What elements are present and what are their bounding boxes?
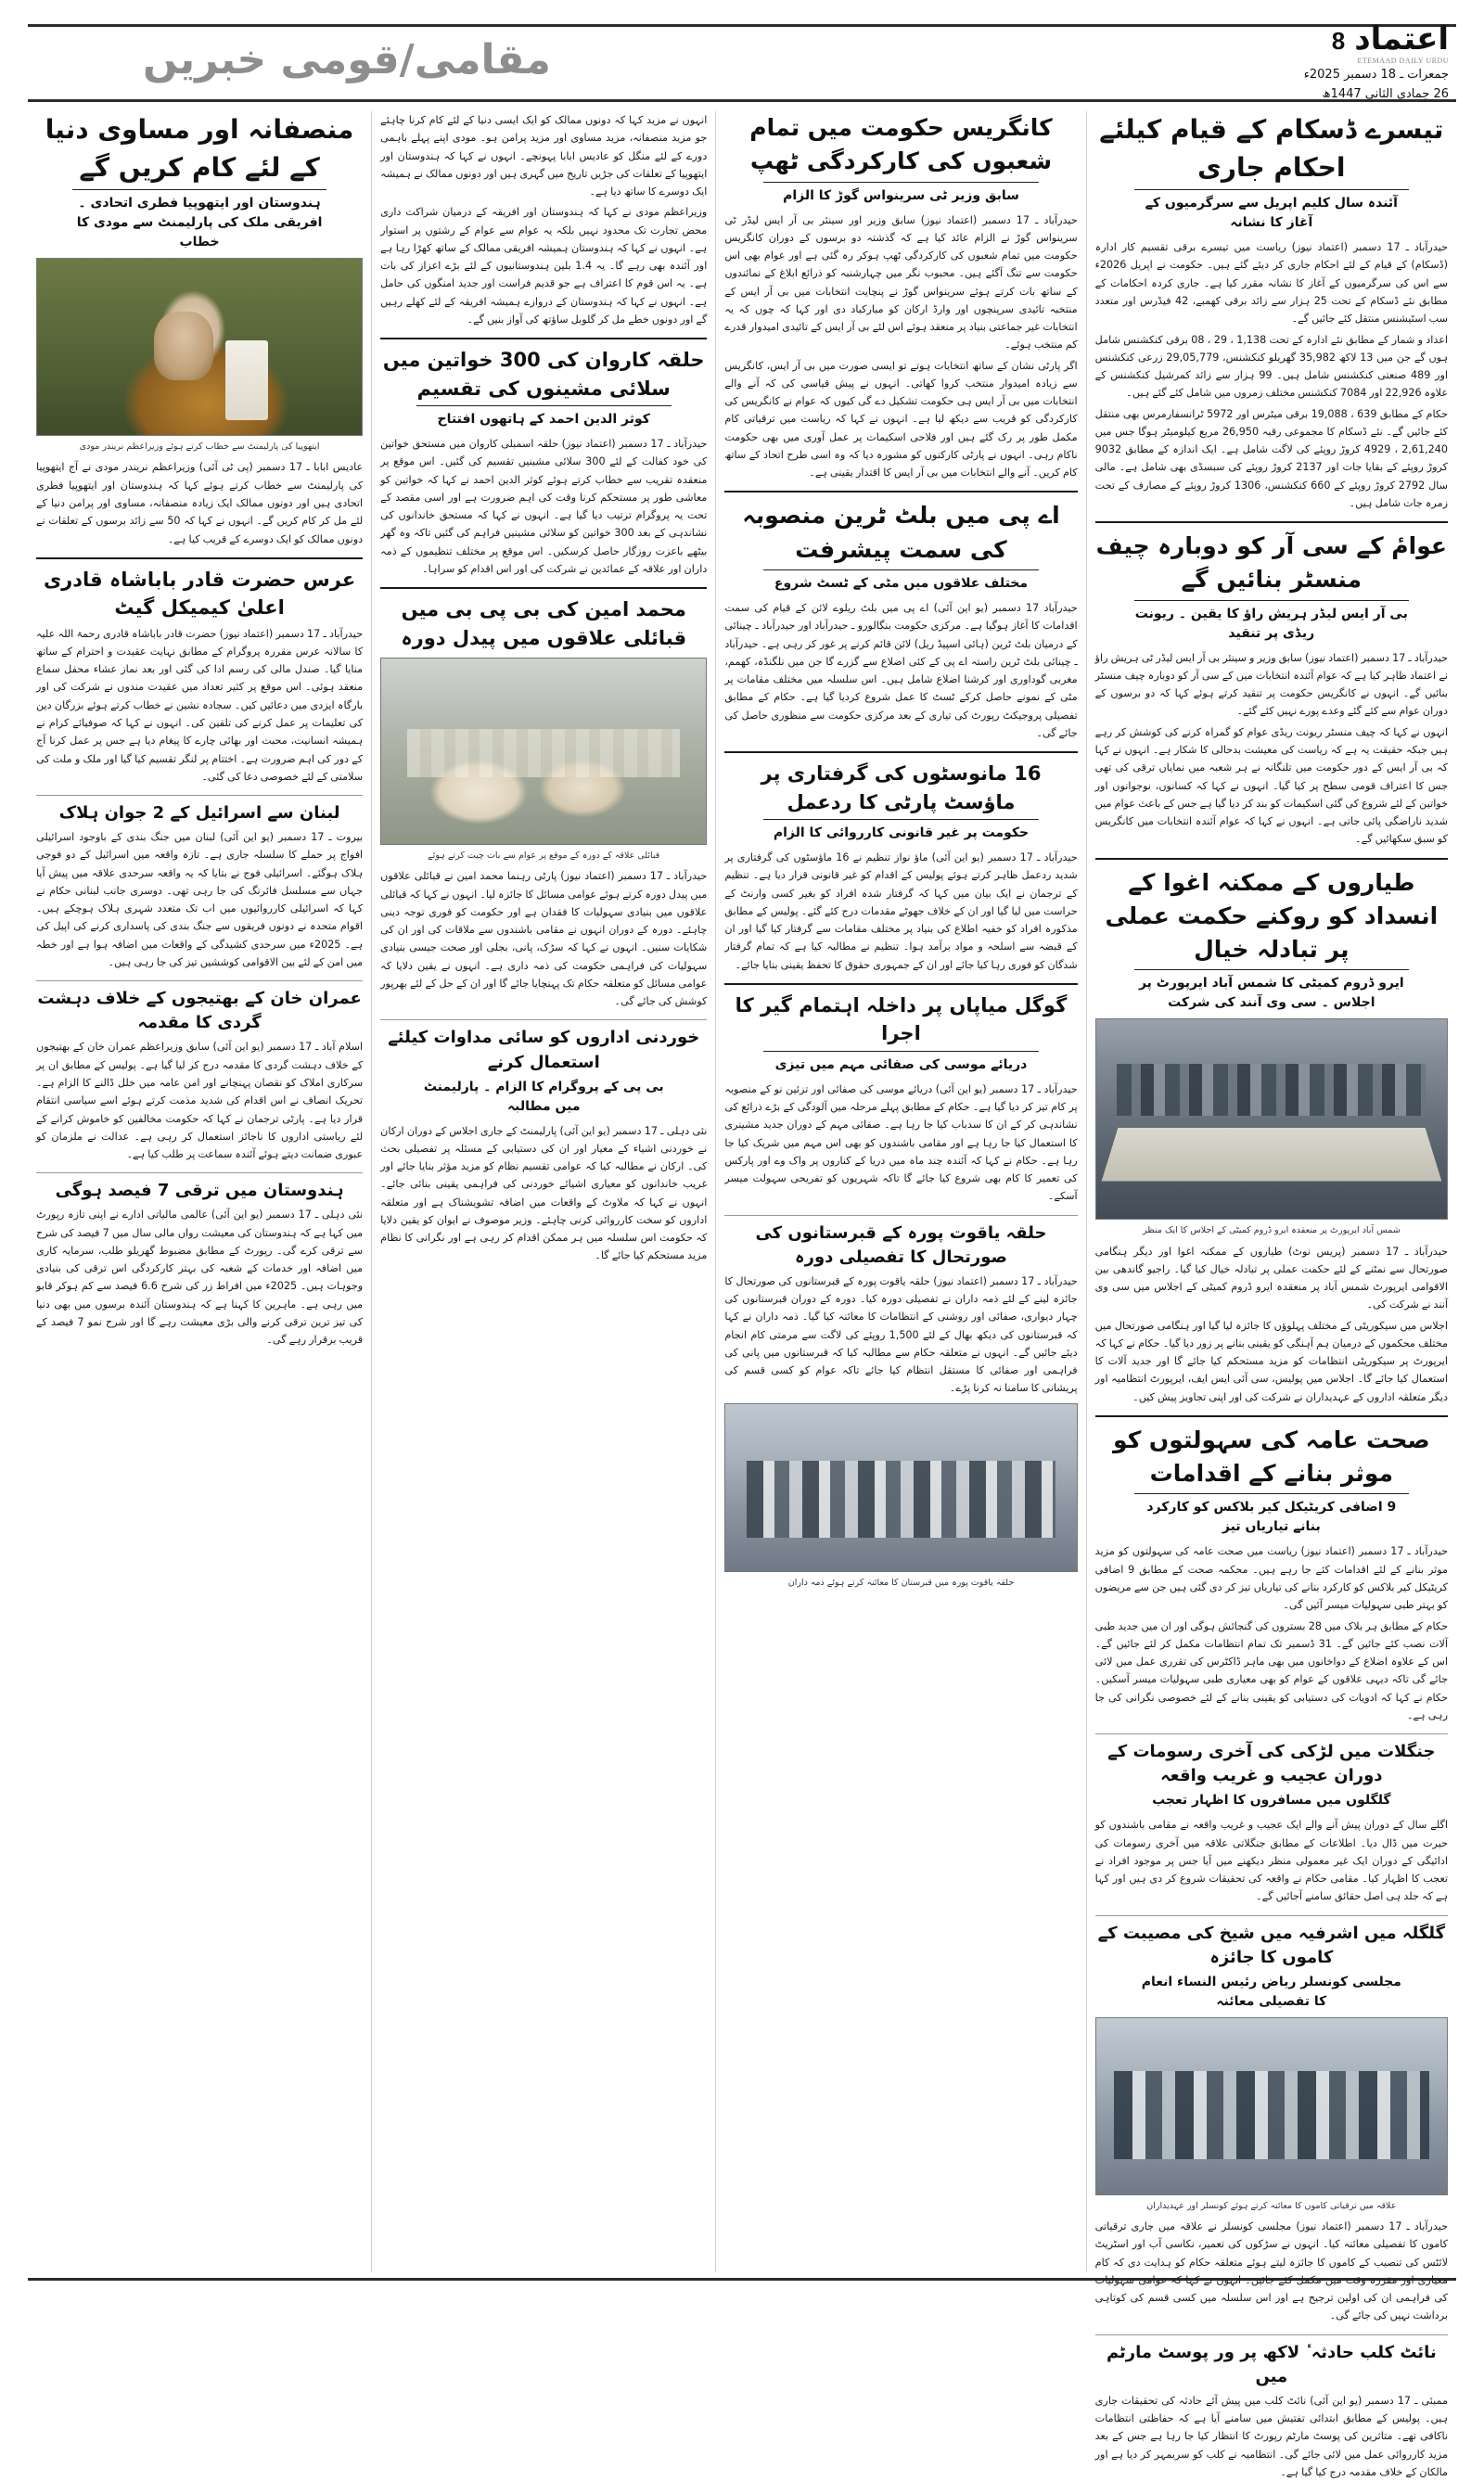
article-bullet-train xyxy=(724,499,1077,742)
section-divider xyxy=(380,338,707,339)
masthead xyxy=(28,19,1456,102)
section-divider xyxy=(1095,1915,1448,1916)
paragraph: حیدرآباد ـ 17 دسمبر (اعتماد نیوز) سابق وزیر و سینئر بی آر ایس لیڈر ٹی ہریش راؤ نے اعتماد ظاہر کیا ہے کہ عوام آئندہ انتخابات میں کے سی آر کو دوبارہ چیف منسٹر بنائیں گے۔ انہوں نے کانگریس حکومت پر تنقید کرتے ہوئے کہا کہ دو برسوں کے دوران عوام سے کئے گئے وعدے پورے نہیں کئے گئے۔ xyxy=(1094,651,1448,718)
section-divider xyxy=(724,491,1077,492)
article-body xyxy=(1095,1243,1448,1406)
paragraph: حیدرآباد ـ 17 دسمبر (اعتماد نیوز) مجلسی کونسلر نے علاقہ میں جاری ترقیاتی کاموں کا تفصیلی معائنہ کیا۔ انہوں نے سڑکوں کی تعمیر، نکاسی آب اور اسٹریٹ لائٹس کی تنصیب کے کاموں کا جائزہ لیتے ہوئے متعلقہ حکام کو ہدایت دی کہ کام معیاری اور مقررہ وقت میں مکمل کئے جائیں۔ انہوں نے کہا کہ عوامی سہولیات کی فراہمی ان کی اولین ترجیح ہے اور اس سلسلہ میں کسی قسم کی کوتاہی برداشت نہیں کی جائے گی۔ xyxy=(1094,2220,1448,2322)
article-body xyxy=(36,828,363,971)
paragraph: انہوں نے کہا کہ چیف منسٹر ریونت ریڈی عوام کو گمراہ کرنے کی کوشش کر رہے ہیں جبکہ حقیقت یہ ہے کہ ریاست کی معیشت بدحالی کا شکار ہے۔ انہوں نے کہا کہ بی آر ایس کے دور حکومت میں تلنگانہ نے ہر شعبہ میں نمایاں ترقی کی تھی جس کا اعتراف قومی سطح پر کیا گیا۔ انہوں نے کہا کہ کسانوں، نوجوانوں اور خواتین کے لئے شروع کی گئی اسکیمات کو بند کر دیا گیا ہے جس کے باعث عوام میں شدید ناراضگی پائی جاتی ہے۔ انہوں نے کہا کہ عوام آئندہ انتخابات میں کانگریس کو سبق سکھائیں گے۔ xyxy=(1094,725,1448,846)
subheadline: حکومت پر غیر قانونی کارروائی کا الزام xyxy=(763,819,1039,843)
section-divider xyxy=(1095,2334,1448,2335)
paragraph: حیدرآباد ـ 17 دسمبر (اعتماد نیوز) ریاست میں تیسرے برقی تقسیم کار ادارہ (ڈسکام) کے قیام کے لئے احکام جاری کر دیئے گئے ہیں۔ حکومت نے اپریل 2026ء سے اس کی سرگرمیوں کے آغاز کا نشانہ مقرر کیا ہے۔ جاری کردہ احکامات کے مطابق نئے ڈسکام کے تحت 25 ہزار سے زائد برقی کھمبے، 42 فیڈرس اور متعدد سب اسٹیشنس منتقل کئے جائیں گے۔ xyxy=(1094,241,1448,326)
article-body xyxy=(724,1081,1077,1206)
article-maoist xyxy=(724,760,1077,974)
paragraph: حیدرآباد ـ 17 دسمبر (اعتماد نیوز) حلقہ اسمبلی کاروان میں مستحق خواتین کی خود کفالت کے لئے 300 سلائی مشینیں تقسیم کی گئیں۔ اس موقع پر منعقدہ تقریب سے خطاب کرتے ہوئے کوثر الدین احمد نے کہا کہ خواتین کو معاشی طور پر مستحکم کرنا وقت کی اہم ضرورت ہے اور اسی مقصد کے تحت یہ پروگرام ترتیب دیا گیا ہے۔ انہوں نے کہا کہ مستحق خاندانوں کی نشاندہی کے بعد 300 خواتین کو سلائی مشینیں فراہم کی گئیں تاکہ وہ گھر بیٹھے باعزت روزگار حاصل کرسکیں۔ اس موقع پر مختلف تنظیموں کے ذمہ داران اور علاقہ کے عمائدین نے شرکت کی اور اس اقدام کو سراہا۔ xyxy=(380,438,708,575)
article-body xyxy=(36,458,363,547)
article-body xyxy=(724,211,1077,482)
paragraph: اعداد و شمار کے مطابق نئے ادارہ کے تحت 1,138 ، 29 ، 08 برقی کنکشنس شامل ہوں گے جن میں 13 لاکھ 35,982 گھریلو کنکشنس، 29,05,779 زرعی کنکشنس اور 489 صنعتی کنکشنس شامل ہیں۔ 99 ہزار سے زائد کمرشیل کنکشنس کے علاوہ 22,926 اور 7084 کنکشنس مختلف زمروں میں شامل کئے گئے ہیں۔ xyxy=(1094,333,1449,400)
photo-image xyxy=(725,1404,1076,1571)
article-qutbshahi xyxy=(724,1221,1077,1590)
article-google xyxy=(724,991,1077,1206)
subheadline: بی پی کے پروگرام کا الزام ۔ پارلیمنٹ میں مطالبہ xyxy=(423,1079,664,1114)
article-body xyxy=(36,1038,363,1163)
subheadline: 9 اضافی کریٹیکل کیر بلاکس کو کارکرد بنانے تیاریاں تیز xyxy=(1134,1493,1410,1537)
paragraph: حیدرآباد ـ 17 دسمبر (اعتماد نیوز) سابق وزیر اور سینئر بی آر ایس لیڈر ٹی سرینواس گوڑ نے الزام عائد کیا ہے کہ گذشتہ دو برسوں کے دوران کانگریس حکومت میں تمام شعبوں کی کارکردگی ٹھپ ہوکر رہ گئی ہے اور عوام بھی اس حکومت سے تنگ آگئے ہیں۔ محبوب نگر میں چہارشنبہ کو ذرائع ابلاغ کے نمائندوں کے ساتھ بات کرتے ہوئے سرینواس گوڑ نے پنچایت انتخابات میں بی آر ایس کے منتخبہ تائیدی سرپنچوں اور وارڈ ارکان کو مبارکباد دی اور کہا کہ چوں کہ یہ انتخابات غیر جماعتی بنیاد پر منعقد ہوئے اس لئے بی آر ایس کے تائیدی امیدوار قدرے کم منتخب ہوئے۔ xyxy=(724,213,1078,352)
section-divider xyxy=(1095,521,1448,523)
article-body xyxy=(36,625,363,786)
photo-caption: ایتھوپیا کی پارلیمنٹ سے خطاب کرتے ہوئے وزیراعظم نریندر مودی xyxy=(79,441,320,453)
headline: عرس حضرت قادر باباشاہ قادری اعلیٰ کیمیکل گیٹ xyxy=(43,568,356,620)
column-3 xyxy=(371,111,715,2272)
headline: ہندوستان میں ترقی 7 فیصد ہوگی xyxy=(55,1181,344,1201)
article-food xyxy=(380,1026,707,1264)
headline: لبنان سے اسرائیل کے 2 جوان ہلاک xyxy=(58,803,340,824)
photo-image xyxy=(381,659,706,844)
article-body xyxy=(380,867,707,1010)
headline: منصفانہ اور مساوی دنیا کے لئے کام کریں گے xyxy=(45,114,354,183)
headline: جنگلات میں لڑکی کی آخری رسومات کے دوران عجیب و غریب واقعہ xyxy=(1107,1742,1436,1786)
subheadline: گلگلوں میں مسافروں کا اظہار تعجب xyxy=(1152,1793,1391,1809)
article-body xyxy=(36,1206,363,1349)
article-growth xyxy=(36,1179,363,1349)
article-body xyxy=(724,849,1077,974)
paragraph: حیدرآباد ـ 17 دسمبر (پریس نوٹ) طیاروں کے ممکنہ اغوا اور دیگر ہنگامی صورتحال سے نمٹنے کے لئے حکمت عملی پر تبادلہ خیال کیا گیا۔ راجیو گاندھی بین الاقوامی ایرپورٹ شمس آباد پر منعقدہ ایرو ڈروم کمیٹی کے اجلاس میں سی وی آنند نے شرکت کی۔ xyxy=(1094,1245,1448,1311)
paragraph: حیدرآباد ـ 17 دسمبر (اعتماد نیوز) حلقہ یاقوت پورہ کے قبرستانوں کی صورتحال کا جائزہ لینے کے لئے ذمہ داران نے تفصیلی دورہ کیا۔ دورہ کے دوران قبرستانوں کی چہار دیواری، صفائی اور روشنی کے انتظامات کا معائنہ کیا گیا۔ ذمہ داران نے کہا کہ قبرستانوں کی دیکھ بھال کے لئے 1,500 روپئے کی لاگت سے مرمتی کام انجام دیئے جائیں گے۔ انہوں نے متعلقہ حکام سے مطالبہ کیا کہ قبرستانوں میں پانی کی فراہمی اور صفائی کا مستقل انتظام کیا جائے تاکہ عوام کو کسی قسم کی پریشانی کا سامنا نہ کرنا پڑے۔ xyxy=(724,1274,1078,1395)
qutbshahi-street-photo xyxy=(724,1403,1077,1572)
article-padyatra xyxy=(380,595,707,1010)
headline: محمد امین کی بی پی بی میں قبائلی علاقوں میں پیدل دورہ xyxy=(401,598,687,649)
paragraph: بیروت ـ 17 دسمبر (یو این آئی) لبنان میں جنگ بندی کے باوجود اسرائیلی افواج پر حملے کا سلسلہ جاری ہے۔ تازہ واقعہ میں اسرائیل کے دو فوجی ہلاک ہوگئے۔ اسرائیلی فوج نے بتایا کہ یہ واقعہ سرحدی علاقہ میں پیش آیا جہاں سے مسلسل فائرنگ کی جا رہی تھی۔ دوسری جانب لبنانی حکام نے کہا کہ اسرائیلی کارروائیوں میں اب تک متعدد شہری ہلاک ہوچکے ہیں۔ اقوام متحدہ نے دونوں فریقوں سے جنگ بندی کی پاسداری کرنے کی اپیل کی ہے۔ 2025ء میں سرحدی کشیدگی کے واقعات میں اضافہ ہوا ہے اور خطہ میں امن کے لئے بین الاقوامی کوششیں تیز کی جا رہی ہیں۔ xyxy=(36,831,364,968)
paragraph: وزیراعظم مودی نے کہا کہ ہندوستان اور افریقہ کے درمیان شراکت داری محض تجارت تک محدود نہیں بلکہ یہ عوام سے عوام کے رشتوں پر استوار ہے۔ انہوں نے کہا کہ ہندوستان ہمیشہ افریقی ممالک کے ساتھ کھڑا رہا ہے اور آئندہ بھی رہے گا۔ یہ 1.4 بلین ہندوستانیوں کے لئے بڑے اعزاز کی بات ہے۔ یہ اس قوم کا اعتراف ہے جو قدیم فراست اور جدید امنگوں کی حامل ہے۔ انہوں نے کہا کہ ہندوستان کے دروازے ہمیشہ افریقہ کے لئے کھلے رہیں گے اور دونوں خطے مل کر گلوبل ساؤتھ کی آواز بنیں گے۔ xyxy=(380,206,708,326)
section-divider xyxy=(724,751,1077,753)
headline: طیاروں کے ممکنہ اغوا کے انسداد کو روکنے حکمت عملی پر تبادلہ خیال xyxy=(1105,868,1439,964)
article-lebanon xyxy=(36,801,363,971)
paragraph: حکام کے مطابق ہر بلاک میں 28 بستروں کی گنجائش ہوگی اور ان میں جدید طبی آلات نصب کئے جائیں گے۔ 31 ڈسمبر تک تمام انتظامات مکمل کر لئے جائیں گے۔ اس کے علاوہ اضلاع کے دواخانوں میں بھی ماہر ڈاکٹرس کی تقرری عمل میں لائی جائے گی تاکہ دیہی علاقوں کے عوام کو بھی معیاری طبی سہولیات میسر آسکیں۔ حکام نے کہا کہ ادویات کی دستیابی کو یقینی بنانے کے لئے خصوصی نگرانی کی جا رہی ہے۔ xyxy=(1094,1619,1448,1721)
article-body xyxy=(1095,1816,1448,1905)
section-divider xyxy=(36,557,363,559)
subheadline: ایرو ڈروم کمیٹی کا شمس آباد ایرپورٹ پر اجلاس ۔ سی وی آنند کی شرکت xyxy=(1134,969,1410,1013)
section-title: مقامی/قومی خبریں xyxy=(143,35,551,83)
article-body xyxy=(1095,2218,1448,2325)
column-2 xyxy=(715,111,1085,2272)
subheadline: ہندوستان اور ایتھوپیا فطری اتحادی ۔ افریقی ملک کی پارلیمنٹ سے مودی کا خطاب xyxy=(72,189,327,252)
headline: اے پی میں بلٹ ٹرین منصوبہ کی سمت پیشرفت xyxy=(742,502,1060,563)
paragraph: حیدرآباد ـ 17 دسمبر (اعتماد نیوز) پارٹی رہنما محمد امین نے قبائلی علاقوں میں پیدل دورہ کرتے ہوئے عوامی مسائل کا جائزہ لیا۔ انہوں نے کہا کہ قبائلی علاقوں میں بنیادی سہولیات کا فقدان ہے اور حکومت کو فوری توجہ دینی چاہئے۔ دورہ کے دوران انہوں نے مقامی باشندوں سے ملاقات کی اور ان کی شکایات سنیں۔ انہوں نے کہا کہ سڑک، پانی، بجلی اور صحت جیسی بنیادی سہولیات کی فراہمی حکومت کی ذمہ داری ہے۔ انہوں نے یقین دلایا کہ عوامی مسائل کو متعلقہ حکام تک پہنچایا جائے گا اور ان کے حل کے لئے بھرپور کوشش کی جائے گی۔ xyxy=(380,870,708,1008)
headline: گلگلہ میں اشرفیہ میں شیخ کی مصیبت کے کاموں کا جائزہ xyxy=(1097,1923,1446,1967)
paragraph: انہوں نے مزید کہا کہ دونوں ممالک کو ایک ایسی دنیا کے لئے کام کرنا چاہئے جو مزید منصفانہ، مزید مساوی اور مزید پرامن ہو۔ مودی اپنے پہلے باہمی دورے کے لئے منگل کو عادیس ابابا پہونچے۔ انہوں نے کہا کہ ہندوستان اور ایتھوپیا کے تعلقات کی جڑیں تاریخ میں گہری ہیں اور دونوں ممالک نے ہمیشہ ایک دوسرے کا ساتھ دیا ہے۔ xyxy=(380,114,708,198)
date-gregorian: جمعرات ـ 18 دسمبر 2025ء xyxy=(1303,67,1449,82)
article-karwan xyxy=(380,346,707,578)
brand-name: اعتماد xyxy=(1354,19,1449,58)
headline: صحت عامہ کی سہولتوں کو موثر بنانے کے اقدامات xyxy=(1113,1426,1430,1488)
article-body xyxy=(1095,649,1448,849)
paragraph: حیدرآباد 17 دسمبر (یو این آئی) اے پی میں بلٹ ریلوے لائن کے قیام کی سمت اقدامات کا آغاز ہوگیا ہے۔ مرکزی حکومت بنگالورو ـ حیدرآباد اور حیدرآباد ـ چینائی کے درمیان بلٹ ٹرین (ہائی اسپیڈ ریل) لائن قائم کرنے پر غور کر رہی ہے۔ حیدرآباد ـ چینائی بلٹ ٹرین راستہ اے پی کے کئی اضلاع سے گزرے گا جن میں نلگنڈہ، کھمم، مغربی گوداوری اور کرشنا اضلاع شامل ہیں۔ اس سلسلہ میں مختلف مقامات پر مٹی کے نمونے حاصل کرکے ٹسٹ کا عمل شروع کردیا گیا ہے۔ حکام کے مطابق تفصیلی پروجیکٹ رپورٹ کی تیاری کے بعد مرکزی حکومت سے منظوری حاصل کی جائے گی۔ xyxy=(724,601,1078,739)
headline: عوامٔ کے سی آر کو دوبارہ چیف منسٹر بنائیں گے xyxy=(1095,532,1447,594)
headline: عمران خان کے بھتیجوں کے خلاف دہشت گردی کا مقدمہ xyxy=(37,989,362,1033)
subheadline: آئندہ سال کلیم اپریل سے سرگرمیوں کے آغاز کا نشانہ xyxy=(1134,189,1410,233)
paragraph: نئی دہلی ـ 17 دسمبر (یو این آئی) پارلیمنٹ کے جاری اجلاس کے دوران ارکان نے خوردنی اشیاء کے معیار اور ان کی دستیابی کے مسئلہ پر تفصیلی بحث کی۔ ارکان نے مطالبہ کیا کہ عوامی تقسیم نظام کو مزید مؤثر بنایا جائے اور غریب خاندانوں کو معیاری اشیائے خوردنی کی فراہمی یقینی بنائی جائے۔ انہوں نے کہا کہ ملاوٹ کے واقعات میں اضافہ تشویشناک ہے اور متعلقہ اداروں کو سخت کارروائی کرنی چاہئے۔ وزیر موصوف نے ایوان کو یقین دلایا کہ حکومت اس سلسلہ میں ہر ممکن اقدام کر رہی ہے اور نگرانی کا نظام مزید مستحکم کیا جائے گا۔ xyxy=(380,1124,708,1262)
paragraph: حیدرآباد ـ 17 دسمبر (یو این آئی) دریائے موسی کی صفائی اور تزئین نو کے منصوبہ پر کام تیز کر دیا گیا ہے۔ حکام کے مطابق پہلے مرحلہ میں آلودگی کے بڑے ذرائع کی نشاندہی کر کے ان کا سدباب کیا جا رہا ہے۔ صفائی مہم کے دوران جدید مشینری کا استعمال کیا جا رہا ہے اور مقامی باشندوں کو بھی اس مہم میں شریک کیا جا رہا ہے۔ حکام نے کہا کہ آئندہ چند ماہ میں دریا کے کناروں پر واک وے اور پارکس کی تعمیر کا کام بھی شروع کیا جائے گا تاکہ شہریوں کو تفریحی سہولت میسر آسکے۔ xyxy=(724,1082,1078,1203)
headline: گوگل میاپاں پر داخلہ اہتمام گیر کا اجرا xyxy=(735,993,1068,1045)
section-divider xyxy=(1095,1415,1448,1417)
photo-image xyxy=(1096,2018,1447,2194)
paragraph: حکام کے مطابق 639 ، 19,088 برقی میٹرس اور 5972 ٹرانسفارمرس بھی منتقل کئے جائیں گے۔ نئے ڈسکام کا مجموعی رقبہ 26,950 مربع کیلومیٹر ہوگا جس میں 2,61,240 ، 4929 کروڑ روپئے کی لاگت شامل ہے۔ ایک اندازہ کے مطابق 9032 کروڑ روپئے کے بقایا جات اور 2137 کروڑ روپئے کی سبسڈی بھی شامل ہے۔ مالی سال 2792 کروڑ روپئے کے 660 کنکشنس، 1306 کروڑ روپئے کے مصارف کے تحت زمرہ جات شامل ہیں۔ xyxy=(1094,407,1449,509)
article-discom xyxy=(1095,111,1448,512)
subheadline: مختلف علاقوں میں مٹی کے ٹسٹ شروع xyxy=(763,569,1039,594)
subheadline: کوثر الدین احمد کے ہاتھوں افتتاح xyxy=(416,405,672,429)
article-body xyxy=(1095,238,1448,512)
article-imran xyxy=(36,987,363,1163)
section-divider xyxy=(380,1019,707,1020)
brand-block xyxy=(1303,19,1452,104)
article-jungle xyxy=(1095,1740,1448,1906)
date-hijri: 26 جمادی الثانی 1447ھ xyxy=(1322,86,1449,101)
paragraph: اسلام آباد ـ 17 دسمبر (یو این آئی) سابق وزیراعظم عمران خان کے بھتیجوں کے خلاف دہشت گردی کا مقدمہ درج کر لیا گیا ہے۔ پولیس کے مطابق ان پر سرکاری املاک کو نقصان پہنچانے اور امن عامہ میں خلل ڈالنے کا الزام ہے۔ تحریک انصاف نے اس اقدام کی شدید مذمت کرتے ہوئے اسے سیاسی انتقام قرار دیا ہے۔ پارٹی ترجمان نے کہا کہ حکومت مخالفین کو خاموش کرانے کے لئے ریاستی اداروں کا ناجائز استعمال کر رہی ہے۔ عدالت نے ملزمان کو عبوری ضمانت دیتے ہوئے آئندہ سماعت پر طلب کیا ہے۔ xyxy=(36,1041,364,1161)
photo-image xyxy=(1096,1019,1447,1219)
headline: نائٹ کلب حادثہ ٔ لاکھ پر ور پوسٹ مارٹم میں xyxy=(1106,2342,1437,2386)
section-divider xyxy=(36,795,363,796)
paragraph: عادیس ابابا ـ 17 دسمبر (پی ٹی آئی) وزیراعظم نریندر مودی نے آج ایتھوپیا کی پارلیمنٹ سے خطاب کرتے ہوئے کہا کہ ہندوستان اور ایتھوپیا فطری اتحادی ہیں اور دونوں ممالک ایک زیادہ منصفانہ، مساوی اور پرامن دنیا کے لئے مل کر کام کریں گے۔ انہوں نے کہا کہ 50 سے زائد برسوں کے تعلقات نے دونوں ممالک کو ایک دوسرے کے قریب کیا ہے۔ xyxy=(36,461,364,545)
headline: حلقہ یاقوت پورہ کے قبرستانوں کی صورتحال کا تفصیلی دورہ xyxy=(755,1222,1047,1267)
paragraph: اجلاس میں سیکوریٹی کے مختلف پہلوؤں کا جائزہ لیا گیا اور ہنگامی صورتحال میں مختلف محکموں کے درمیان ہم آہنگی کو یقینی بنانے پر زور دیا گیا۔ حکام نے کہا کہ ایرپورٹ پر سیکوریٹی انتظامات کو مزید مستحکم کیا جائے گا اور جدید آلات کا استعمال کیا جائے گا۔ اجلاس میں پولیس، سی آئی ایس ایف، ایرپورٹ انتظامیہ اور دیگر متعلقہ اداروں کے عہدیداران نے شرکت کی اور اپنی تجاویز پیش کیں۔ xyxy=(1094,1319,1448,1403)
article-survey xyxy=(1095,1922,1448,2325)
brand-subtitle: ETEMAAD DAILY URDU xyxy=(1357,56,1449,65)
brand-row xyxy=(1331,19,1449,58)
paragraph: حیدرآباد ـ 17 دسمبر (یو این آئی) ماؤ نواز تنظیم نے 16 ماؤسٹوں کی گرفتاری پر شدید ردعمل ظاہر کرتے ہوئے پولیس کے اقدام کو غیر قانونی قرار دیا ہے۔ تنظیم کے ترجمان نے ایک بیان میں کہا کہ گرفتار شدہ افراد کو بغیر کسی وارنٹ کے حراست میں لیا گیا اور ان کے خلاف جھوٹے مقدمات درج کئے گئے۔ پولیس کے مطابق مذکورہ افراد کو خفیہ اطلاع کی بنیاد پر مختلف مقامات سے گرفتار کیا گیا اور ان کے قبضہ سے اسلحہ و مواد برآمد ہوا۔ تنظیم نے مطالبہ کیا ہے کہ تمام گرفتار شدگان کو فوری رہا کیا جائے اور ان کے جمہوری حقوق کا تحفظ یقینی بنایا جائے۔ xyxy=(724,850,1078,971)
column-1 xyxy=(1086,111,1456,2478)
article-nightclub xyxy=(1095,2341,1448,2481)
article-modi-continued xyxy=(380,111,707,328)
headline: 16 مانوسٹوں کی گرفتاری پر ماؤسٹ پارٹی کا ردعمل xyxy=(761,762,1042,813)
subheadline: بی آر ایس لیڈر ہریش راؤ کا یقین ۔ ریونت ریڈی پر تنقید xyxy=(1134,600,1410,644)
article-modi xyxy=(36,111,363,548)
paragraph: اگلے سال کے دوران پیش آنے والے ایک عجیب و غریب واقعہ نے مقامی باشندوں کو حیرت میں ڈال دیا۔ اطلاعات کے مطابق جنگلاتی علاقہ میں آخری رسومات کی ادائیگی کے دوران ایک غیر معمولی منظر دیکھنے میں آیا جس پر موجود افراد نے تعجب کا اظہار کیا۔ مقامی حکام نے واقعہ کی تحقیقات شروع کر دی ہیں اور کہا ہے کہ جلد ہی اصل حقائق سامنے آجائیں گے۔ xyxy=(1094,1819,1448,1903)
headline: تیسرے ڈسکام کے قیام کیلئے احکام جاری xyxy=(1099,114,1444,183)
aerodrome-meeting-photo xyxy=(1095,1018,1448,1220)
article-body xyxy=(724,599,1077,742)
paragraph: حیدرآباد ـ 17 دسمبر (اعتماد نیوز) حضرت قادر باباشاہ قادری رحمۃ اللہ علیہ کا سالانہ عرس مقررہ پروگرام کے مطابق نہایت عقیدت و احترام کے ساتھ منایا گیا۔ صندل مالی کی رسم ادا کی گئی اور بعد نماز عشاء محفل سماع منعقد ہوئی۔ اس موقع پر کثیر تعداد میں عقیدت مندوں نے شرکت کی اور بارگاہ ایزدی میں دعائیں کیں۔ سجادہ نشین نے خطاب کرتے ہوئے بزرگان دین کی تعلیمات پر عمل کرنے کی تلقین کی۔ انہوں نے کہا کہ صوفیائے کرام نے ہمیشہ انسانیت، محبت اور بھائی چارے کا پیغام دیا ہے جس پر عمل کرنا آج کے دور کی اہم ضرورت ہے۔ اختتام پر لنگر تقسیم کیا گیا اور ملک و ملت کی سلامتی کے لئے خصوصی دعا کی گئی۔ xyxy=(36,627,364,783)
paragraph: حیدرآباد ـ 17 دسمبر (اعتماد نیوز) ریاست میں صحت عامہ کی سہولتوں کو مزید موثر بنانے کے لئے اقدامات کئے جا رہے ہیں۔ محکمہ صحت کے مطابق 9 اضافی کریٹیکل کیر بلاکس کو کارکرد بنانے کی تیاریاں تیز کر دی گئی ہیں جن سے مریضوں کو بہتر طبی سہولیات میسر آئیں گی۔ xyxy=(1094,1545,1448,1612)
photo-caption: علاقہ میں ترقیاتی کاموں کا معائنہ کرتے ہوئے کونسلر اور عہدیداران xyxy=(1146,2200,1397,2211)
article-urs xyxy=(36,566,363,786)
column-grid xyxy=(28,111,1456,2478)
article-body xyxy=(380,1122,707,1265)
modi-parliament-photo xyxy=(36,258,363,436)
subheadline: دریائے موسی کی صفائی مہم میں تیزی xyxy=(763,1051,1039,1075)
article-body xyxy=(380,435,707,578)
article-body xyxy=(380,111,707,328)
article-body xyxy=(1095,1542,1448,1724)
article-aerodrome xyxy=(1095,866,1448,1406)
photo-caption: قبائلی علاقہ کے دورہ کے موقع پر عوام سے بات چیت کرتے ہوئے xyxy=(428,850,660,862)
section-divider xyxy=(724,983,1077,985)
photo-caption: حلقہ یاقوت پورہ میں قبرستان کا معائنہ کرتے ہوئے ذمہ داران xyxy=(787,1577,1015,1588)
photo-caption: شمس آباد ایرپورٹ پر منعقدہ ایرو ڈروم کمیٹی کے اجلاس کا ایک منظر xyxy=(1142,1225,1401,1236)
section-divider xyxy=(380,587,707,589)
article-congress xyxy=(724,111,1077,481)
article-body xyxy=(1095,2392,1448,2481)
article-body xyxy=(724,1272,1077,1398)
section-divider xyxy=(724,1215,1077,1216)
headline: کانگریس حکومت میں تمام شعبوں کی کارکردگی ٹھپ xyxy=(749,114,1053,175)
paragraph: نئی دہلی ـ 17 دسمبر (یو این آئی) عالمی مالیاتی ادارے نے اپنی تازہ رپورٹ میں کہا ہے کہ ہندوستان کی معیشت رواں مالی سال میں 7 فیصد کی شرح سے ترقی کرے گی۔ رپورٹ کے مطابق مضبوط گھریلو طلب، سرمایہ کاری میں اضافہ اور خدمات کے شعبہ کی بہتر کارکردگی اس ترقی کی بنیادی وجوہات ہیں۔ 2025ء میں افراط زر کی شرح 6.6 فیصد سے کم ہوکر قابو میں رہی ہے۔ ماہرین کا کہنا ہے کہ ہندوستان آئندہ برسوں میں بھی دنیا کی تیز ترین ترقی کرنے والی بڑی معیشت رہے گا اور شرح نمو 7 فیصد کے قریب برقرار رہے گی۔ xyxy=(36,1209,364,1347)
paragraph: ممبئی ـ 17 دسمبر (یو این آئی) نائٹ کلب میں پیش آئے حادثہ کی تحقیقات جاری ہیں۔ پولیس کے مطابق ابتدائی تفتیش میں سامنے آیا ہے کہ حفاظتی انتظامات ناکافی تھے۔ متاثرین کی پوسٹ مارٹم رپورٹ کا انتظار کیا جا رہا ہے جس کے بعد مزید کارروائی عمل میں لائی جائے گی۔ انتظامیہ نے کلب کو سربمہر کر دیا ہے اور مالکان کے خلاف مقدمہ درج کیا گیا ہے۔ xyxy=(1094,2394,1448,2478)
survey-visit-photo xyxy=(1095,2017,1448,2195)
headline: خوردنی اداروں کو سائی مداوات کیلئے استعمال کرنے xyxy=(388,1028,700,1072)
paragraph: اگر پارٹی نشان کے ساتھ انتخابات ہوتے تو ایسی صورت میں بی آر ایس، کانگریس سے زیادہ امیدوار منتخب کروا کھاتی۔ انہوں نے پیش قیاسی کی کہ آنے والے انتخابات میں بی آر ایس ہی حکومت تشکیل دے گی کیوں کہ عوام نے کانگریس کی کارکردگی کو قریب سے دیکھ لیا ہے۔ انہوں نے کہا کہ ریاست میں ترقیاتی کام مکمل طور پر رک گئے ہیں اور فلاحی اسکیمات پر عمل آوری میں بھی حکومت ناکام رہی۔ انہوں نے پارٹی کارکنوں کو مشورہ دیا کہ وہ اسی طرح اتحاد کے ساتھ کام کریں۔ آنے والے انتخابات میں بی آر ایس کا اقتدار یقینی ہے۔ xyxy=(724,359,1078,480)
section-divider xyxy=(36,980,363,981)
article-health xyxy=(1095,1424,1448,1724)
photo-image xyxy=(37,259,362,435)
column-4 xyxy=(28,111,371,2272)
section-divider xyxy=(1095,1733,1448,1734)
section-divider xyxy=(36,1172,363,1173)
section-divider xyxy=(1095,858,1448,860)
subheadline: سابق وزیر ٹی سرینواس گوڑ کا الزام xyxy=(763,182,1039,206)
article-chief-minister xyxy=(1095,530,1448,848)
subheadline: مجلسی کونسلر ریاض رئیس النساء انعام کا تفصیلی معائنہ xyxy=(1141,1974,1401,2009)
page-number: 8 xyxy=(1331,26,1346,55)
headline: حلقہ کاروان کی 300 خواتین میں سلائی مشینوں کی تقسیم xyxy=(382,349,705,400)
padyatra-rice-photo xyxy=(380,658,707,845)
